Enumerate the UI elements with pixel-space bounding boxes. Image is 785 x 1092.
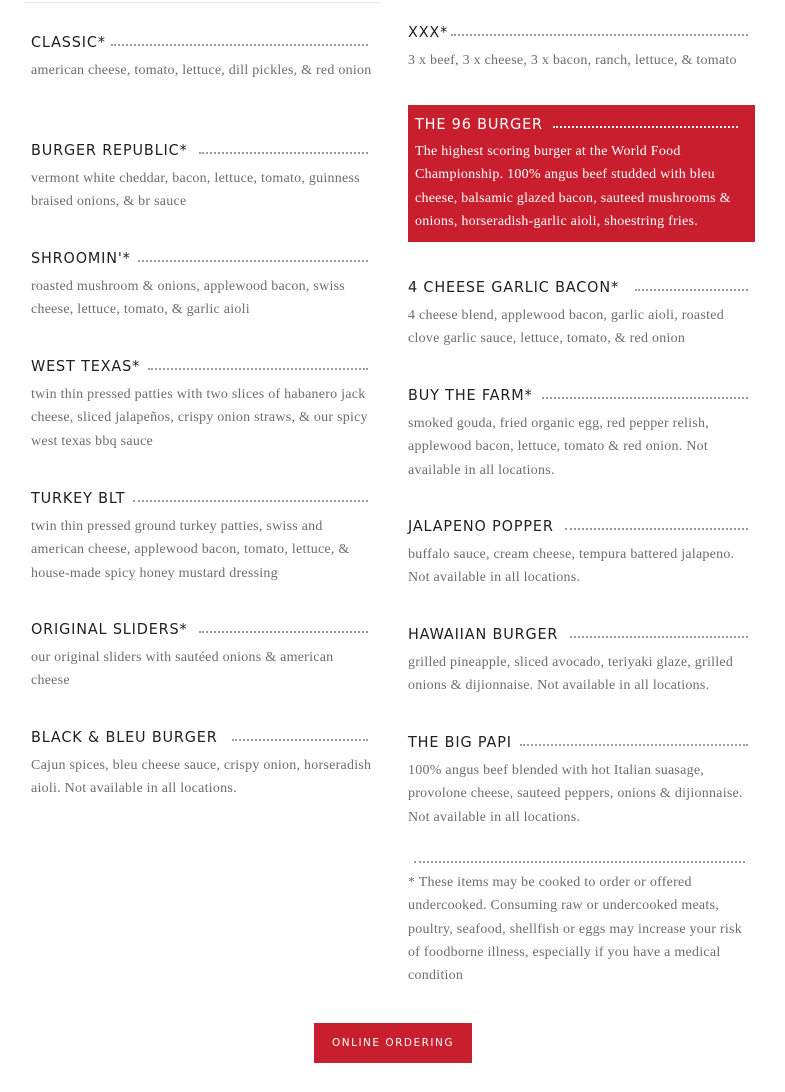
menu-item-title: ORIGINAL SLIDERS* <box>31 620 188 638</box>
menu-item <box>408 275 755 351</box>
dotted-leader <box>133 500 368 502</box>
menu-item <box>31 725 375 801</box>
menu-item-description: twin thin pressed patties with two slices of habanero jack cheese, sliced jalapeños, crispy onion straws, & our spicy west texas bbq sauce <box>31 387 368 449</box>
menu-item-title: WEST TEXAS* <box>31 357 141 375</box>
dotted-leader <box>199 631 368 633</box>
menu-item-description: Cajun spices, bleu cheese sauce, crispy onion, horseradish aioli. Not available in all locations. <box>31 758 372 797</box>
menu-item-description: grilled pineapple, sliced avocado, teriyaki glaze, grilled onions & dijionnaise. Not available in all locations. <box>408 655 734 694</box>
menu-item-title: XXX* <box>408 23 449 41</box>
online-ordering-button[interactable]: ONLINE ORDERING <box>314 1023 472 1063</box>
menu-item-title: SHROOMIN'* <box>31 249 131 267</box>
dotted-leader <box>553 126 738 128</box>
menu-item-description: 4 cheese blend, applewood bacon, garlic aioli, roasted clove garlic sauce, lettuce, tomato, & red onion <box>408 308 724 347</box>
menu-item-description: buffalo sauce, cream cheese, tempura battered jalapeno. Not available in all locations. <box>408 547 735 586</box>
menu-item-description: american cheese, tomato, lettuce, dill pickles, & red onion <box>31 63 372 78</box>
dotted-leader <box>635 289 748 291</box>
dotted-leader <box>232 739 368 741</box>
menu-item <box>31 486 375 585</box>
menu-item <box>408 730 755 829</box>
menu-item <box>31 138 375 214</box>
dotted-leader <box>148 368 368 370</box>
menu-item-title: BURGER REPUBLIC* <box>31 141 188 159</box>
menu-item-description: twin thin pressed ground turkey patties, swiss and american cheese, applewood bacon, tomato, lettuce, & house-made spicy honey mustard dressing <box>31 519 350 581</box>
menu-item <box>408 514 755 590</box>
menu-item-description: smoked gouda, fried organic egg, red pepper relish, applewood bacon, lettuce, tomato & red onion. Not available in all locations. <box>408 416 709 478</box>
allergy-footnote: * These items may be cooked to order or offered undercooked. Consuming raw or undercooked meats, poultry, seafood, shellfish or eggs may increase your risk of foodborne illness, especially if you have a medical condition <box>408 875 742 984</box>
top-divider <box>24 0 380 3</box>
menu-item <box>408 20 755 72</box>
dotted-leader <box>542 397 748 399</box>
menu-item-description: our original sliders with sautéed onions & american cheese <box>31 650 334 689</box>
menu-item-title: HAWAIIAN BURGER <box>408 625 559 643</box>
menu-item <box>31 30 375 82</box>
dotted-leader <box>451 34 748 36</box>
dotted-leader <box>565 528 748 530</box>
menu-item-title: TURKEY BLT <box>31 489 126 507</box>
menu-item <box>31 617 375 693</box>
menu-item-title: CLASSIC* <box>31 33 106 51</box>
menu-item-description: The highest scoring burger at the World Food Championship. 100% angus beef studded with bleu cheese, balsamic glazed bacon, sauteed mushrooms & onions, horseradish-garlic aioli, shoestring fries. <box>415 144 731 229</box>
dotted-leader <box>138 260 368 262</box>
menu-item-title: BUY THE FARM* <box>408 386 533 404</box>
dotted-leader <box>111 44 368 46</box>
dotted-leader <box>520 744 748 746</box>
dotted-leader <box>199 152 368 154</box>
menu-item <box>31 354 375 453</box>
menu-item-title: THE 96 BURGER <box>415 115 543 133</box>
dotted-leader <box>570 636 748 638</box>
menu-item <box>408 383 755 482</box>
menu-item-description: roasted mushroom & onions, applewood bacon, swiss cheese, lettuce, tomato, & garlic aioli <box>31 279 345 318</box>
menu-item-description: 100% angus beef blended with hot Italian suasage, provolone cheese, sauteed peppers, onions & dijionnaise. Not available in all locations. <box>408 763 743 825</box>
menu-item-title: THE BIG PAPI <box>408 733 512 751</box>
menu-item-description: 3 x beef, 3 x cheese, 3 x bacon, ranch, lettuce, & tomato <box>408 53 737 68</box>
menu-item <box>408 622 755 698</box>
menu-item-description: vermont white cheddar, bacon, lettuce, tomato, guinness braised onions, & br sauce <box>31 171 360 210</box>
featured-menu-item <box>408 105 755 242</box>
menu-item-title: 4 CHEESE GARLIC BACON* <box>408 278 620 296</box>
footnote-divider <box>414 861 745 863</box>
menu-item <box>31 246 375 322</box>
menu-item-title: BLACK & BLEU BURGER <box>31 728 218 746</box>
menu-item-title: JALAPENO POPPER <box>408 517 554 535</box>
